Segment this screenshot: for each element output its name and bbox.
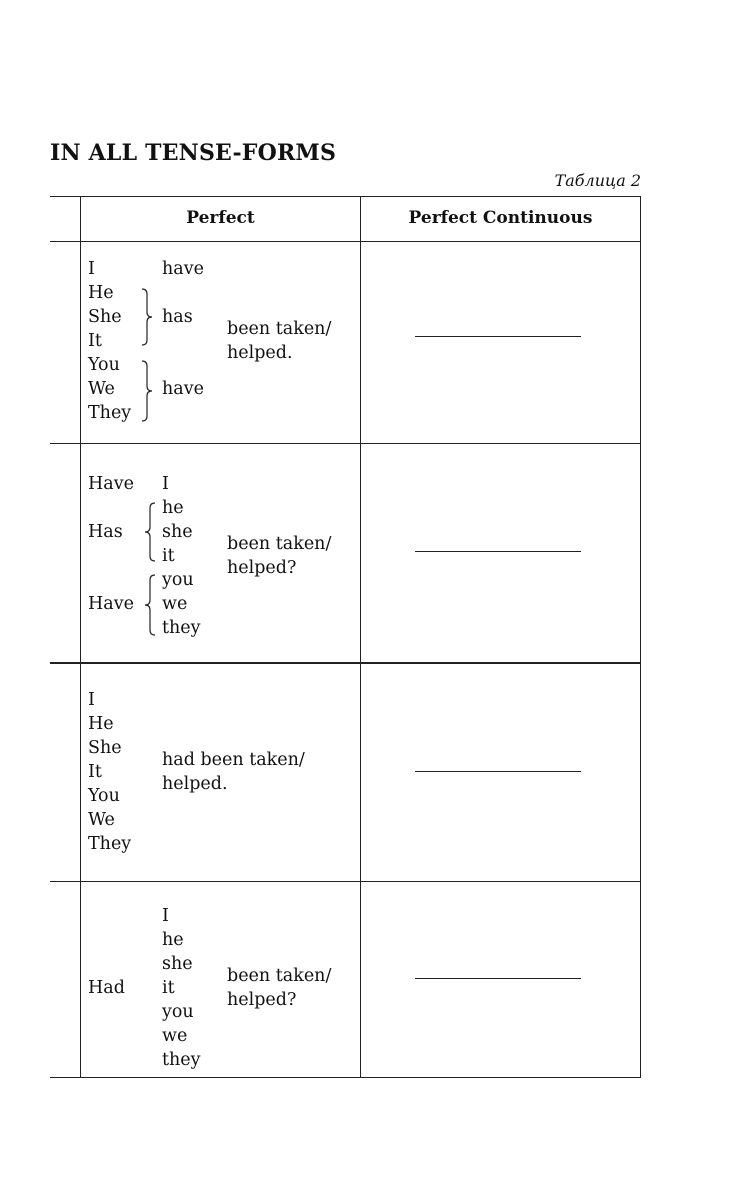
verb-form: had been taken/ (162, 750, 305, 770)
auxiliary: Have (88, 594, 134, 614)
subject: it (162, 546, 175, 566)
column-divider (360, 196, 361, 1078)
verb-form: helped? (227, 990, 297, 1010)
subject: she (162, 522, 193, 542)
subject: I (162, 906, 169, 926)
subject: She (88, 307, 122, 327)
auxiliary: have (162, 259, 204, 279)
page-heading: IN ALL TENSE-FORMS (50, 140, 337, 166)
table-rule (50, 1077, 640, 1078)
auxiliary: Had (88, 978, 125, 998)
subject: it (162, 978, 175, 998)
header-perfect: Perfect (186, 208, 255, 228)
subject: you (162, 1002, 194, 1022)
blank-line (415, 771, 581, 772)
subject: You (88, 786, 120, 806)
subject: It (88, 331, 102, 351)
subject: She (88, 738, 122, 758)
verb-form: been taken/ (227, 534, 332, 554)
subject: It (88, 762, 102, 782)
verb-form: helped? (227, 558, 297, 578)
subject: We (88, 379, 115, 399)
subject: I (88, 690, 95, 710)
table-caption: Таблица 2 (554, 171, 641, 190)
right-brace-icon (141, 360, 153, 422)
verb-form: been taken/ (227, 966, 332, 986)
auxiliary: Have (88, 474, 134, 494)
subject: he (162, 498, 184, 518)
header-perfect-continuous: Perfect Continuous (408, 208, 593, 228)
subject: They (88, 403, 132, 423)
subject: we (162, 1026, 188, 1046)
auxiliary: Has (88, 522, 123, 542)
table-rule (50, 241, 640, 242)
verb-form: been taken/ (227, 319, 332, 339)
auxiliary: have (162, 379, 204, 399)
auxiliary: has (162, 307, 193, 327)
table-rule (50, 881, 640, 882)
tense-table (50, 196, 640, 1078)
subject: he (162, 930, 184, 950)
verb-form: helped. (162, 774, 228, 794)
left-brace-icon (144, 574, 156, 636)
blank-line (415, 551, 581, 552)
subject: They (88, 834, 132, 854)
subject: I (162, 474, 169, 494)
subject: I (88, 259, 95, 279)
subject: You (88, 355, 120, 375)
column-divider (640, 196, 641, 1078)
right-brace-icon (141, 288, 153, 346)
table-rule (50, 443, 640, 444)
subject: He (88, 714, 114, 734)
subject: We (88, 810, 115, 830)
subject: you (162, 570, 194, 590)
subject: He (88, 283, 114, 303)
verb-form: helped. (227, 343, 293, 363)
subject: she (162, 954, 193, 974)
left-brace-icon (144, 502, 156, 562)
subject: they (162, 618, 201, 638)
blank-line (415, 978, 581, 979)
subject: they (162, 1050, 201, 1070)
blank-line (415, 336, 581, 337)
subject: we (162, 594, 188, 614)
column-divider (80, 196, 81, 1078)
table-rule (50, 662, 640, 664)
